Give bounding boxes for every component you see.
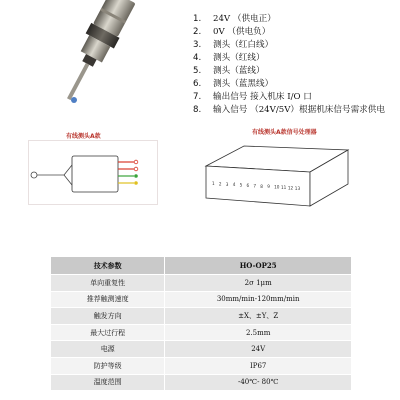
pin-item: [193, 39, 385, 52]
terminal-number: 11: [281, 185, 287, 190]
terminal-number: 12: [287, 185, 294, 191]
spec-label: 推荐触测速度: [51, 291, 165, 308]
spec-value: 24V: [165, 341, 352, 358]
terminal-number: 7: [253, 183, 257, 189]
spec-label: 最大过行程: [51, 324, 165, 341]
pin-number: 5.: [193, 66, 202, 76]
spec-label: 温度范围: [51, 374, 165, 391]
spec-value: 2.5mm: [165, 324, 352, 341]
spec-label: 触发方向: [51, 308, 165, 325]
terminal-number: 5: [239, 182, 243, 188]
table-row: [51, 291, 352, 308]
table-row: [51, 275, 352, 292]
terminal-number: 3: [225, 181, 229, 187]
specs-header-param: 技术参数: [51, 257, 165, 275]
spec-value: -40℃- 80℃: [165, 374, 352, 391]
pin-description: 输出信号 接入机床 I/O 口: [213, 92, 312, 102]
probe-photo: [38, 0, 148, 110]
spec-value: IP67: [165, 357, 352, 374]
pin-number: 2.: [193, 27, 202, 37]
pin-item: [193, 26, 385, 39]
spec-label: 防护等级: [51, 357, 165, 374]
spec-label: 电源: [51, 341, 165, 358]
terminal-number: 2: [218, 181, 222, 187]
terminal-number: 10: [274, 184, 280, 190]
terminal-number: 4: [232, 182, 236, 188]
table-row: [51, 324, 352, 341]
spec-value: 2σ 1μm: [165, 275, 352, 292]
pin-description: 24V （供电正）: [213, 14, 276, 24]
table-row: [51, 341, 352, 358]
pin-item: [193, 78, 385, 91]
pin-item: [193, 13, 385, 26]
spec-value: ±X、±Y、Z: [165, 308, 352, 325]
pin-description: 输入信号 （24V/5V）根据机床信号需求供电: [213, 105, 385, 115]
probe-wiring-diagram: [28, 140, 158, 205]
probe-body-box: [72, 156, 118, 192]
pin-item: [193, 52, 385, 65]
terminal-number: 8: [260, 183, 263, 189]
probe-diagram-title: 有线测头A款: [66, 133, 101, 140]
terminal-number: 13: [294, 185, 301, 191]
terminal-number: 6: [246, 183, 250, 188]
pin-number: 8.: [193, 105, 202, 115]
pin-item: [193, 65, 385, 78]
specs-header-model: HO-OP25: [165, 257, 352, 275]
pin-item: [193, 91, 385, 104]
table-row: [51, 357, 352, 374]
pin-description: 测头（红线）: [213, 53, 265, 63]
pin-number: 3.: [193, 40, 202, 50]
pin-number: 4.: [193, 53, 202, 63]
pin-number: 7.: [193, 92, 202, 102]
table-row: [51, 374, 352, 391]
pin-description: 测头（红白线）: [213, 40, 274, 50]
terminal-number: 9: [267, 184, 270, 190]
terminal-number: 1: [212, 181, 215, 186]
specs-table: [50, 256, 352, 391]
spec-label: 单向重复性: [51, 275, 165, 292]
pin-item: [193, 104, 385, 117]
box-diagram-title: 有线测头A款信号处理器: [252, 129, 317, 136]
pin-description: 0V （供电负）: [213, 27, 271, 37]
pin-description: 测头（蓝线）: [213, 66, 265, 76]
pin-description: 测头（蓝黑线）: [213, 79, 274, 89]
table-row: [51, 308, 352, 325]
pin-number: 1.: [193, 14, 202, 24]
pin-list: [193, 13, 385, 117]
pin-number: 6.: [193, 79, 202, 89]
signal-processor-diagram: [198, 136, 358, 216]
spec-value: 30mm/min-120mm/min: [165, 291, 352, 308]
